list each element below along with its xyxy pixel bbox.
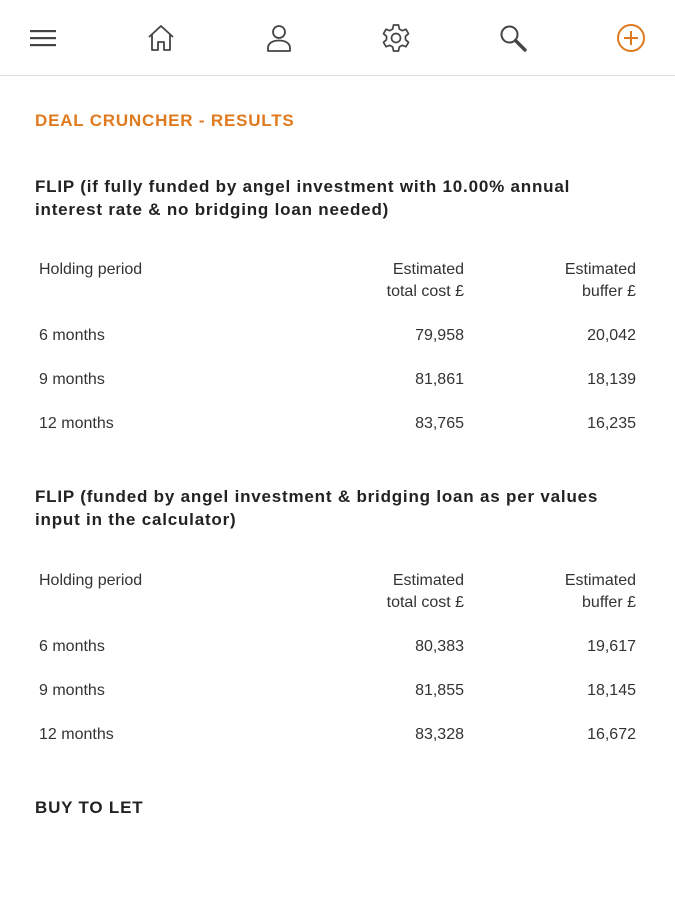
- column-header-total-cost: [387, 259, 464, 303]
- search-icon: [497, 22, 529, 54]
- section-heading-flip-bridging-loan: [35, 485, 645, 531]
- section-heading-line: FLIP (if fully funded by angel investment with 10.00% annual: [35, 177, 571, 196]
- add-button[interactable]: [611, 18, 651, 58]
- home-button[interactable]: [141, 18, 181, 58]
- column-header-buffer: [565, 570, 636, 614]
- column-header-line: Estimated: [392, 261, 464, 278]
- row-total-cost: 79,958: [415, 327, 464, 344]
- column-header-buffer: [565, 259, 636, 303]
- row-buffer: 16,672: [587, 726, 636, 743]
- column-header-line: Estimated: [392, 572, 464, 589]
- row-period: 12 months: [39, 726, 114, 743]
- plus-circle-icon: [615, 22, 647, 54]
- gear-icon: [380, 22, 412, 54]
- row-period: 9 months: [39, 371, 105, 388]
- row-period: 6 months: [39, 327, 105, 344]
- row-total-cost: 81,861: [415, 371, 464, 388]
- row-total-cost: 83,765: [415, 415, 464, 432]
- column-header-line: total cost £: [386, 594, 464, 611]
- row-buffer: 20,042: [587, 327, 636, 344]
- row-buffer: 18,139: [587, 371, 636, 388]
- section-heading-line: interest rate & no bridging loan needed): [35, 200, 390, 219]
- user-icon: [263, 22, 295, 54]
- home-icon: [145, 22, 177, 54]
- row-buffer: 18,145: [587, 682, 636, 699]
- section-heading-buy-to-let: BUY TO LET: [35, 798, 144, 817]
- column-header-total-cost: [387, 570, 464, 614]
- hamburger-menu-icon: [28, 26, 58, 50]
- page-title: DEAL CRUNCHER - RESULTS: [35, 111, 295, 130]
- section-heading-line: FLIP (funded by angel investment & bridging loan as per values: [35, 487, 599, 506]
- row-total-cost: 81,855: [415, 682, 464, 699]
- menu-button[interactable]: [23, 18, 63, 58]
- row-period: 9 months: [39, 682, 105, 699]
- column-header-line: total cost £: [386, 283, 464, 300]
- section-heading-line: input in the calculator): [35, 510, 237, 529]
- column-header-line: buffer £: [582, 594, 636, 611]
- column-header-line: buffer £: [582, 283, 636, 300]
- row-buffer: 16,235: [587, 415, 636, 432]
- top-navigation-bar: [0, 0, 675, 76]
- profile-button[interactable]: [259, 18, 299, 58]
- column-header-line: Estimated: [564, 572, 636, 589]
- row-period: 6 months: [39, 638, 105, 655]
- settings-button[interactable]: [376, 18, 416, 58]
- column-header-holding-period: Holding period: [39, 572, 143, 589]
- row-total-cost: 80,383: [415, 638, 464, 655]
- row-buffer: 19,617: [587, 638, 636, 655]
- search-button[interactable]: [493, 18, 533, 58]
- section-heading-flip-fully-funded: [35, 175, 645, 221]
- row-total-cost: 83,328: [415, 726, 464, 743]
- column-header-line: Estimated: [564, 261, 636, 278]
- row-period: 12 months: [39, 415, 114, 432]
- column-header-holding-period: Holding period: [39, 261, 143, 278]
